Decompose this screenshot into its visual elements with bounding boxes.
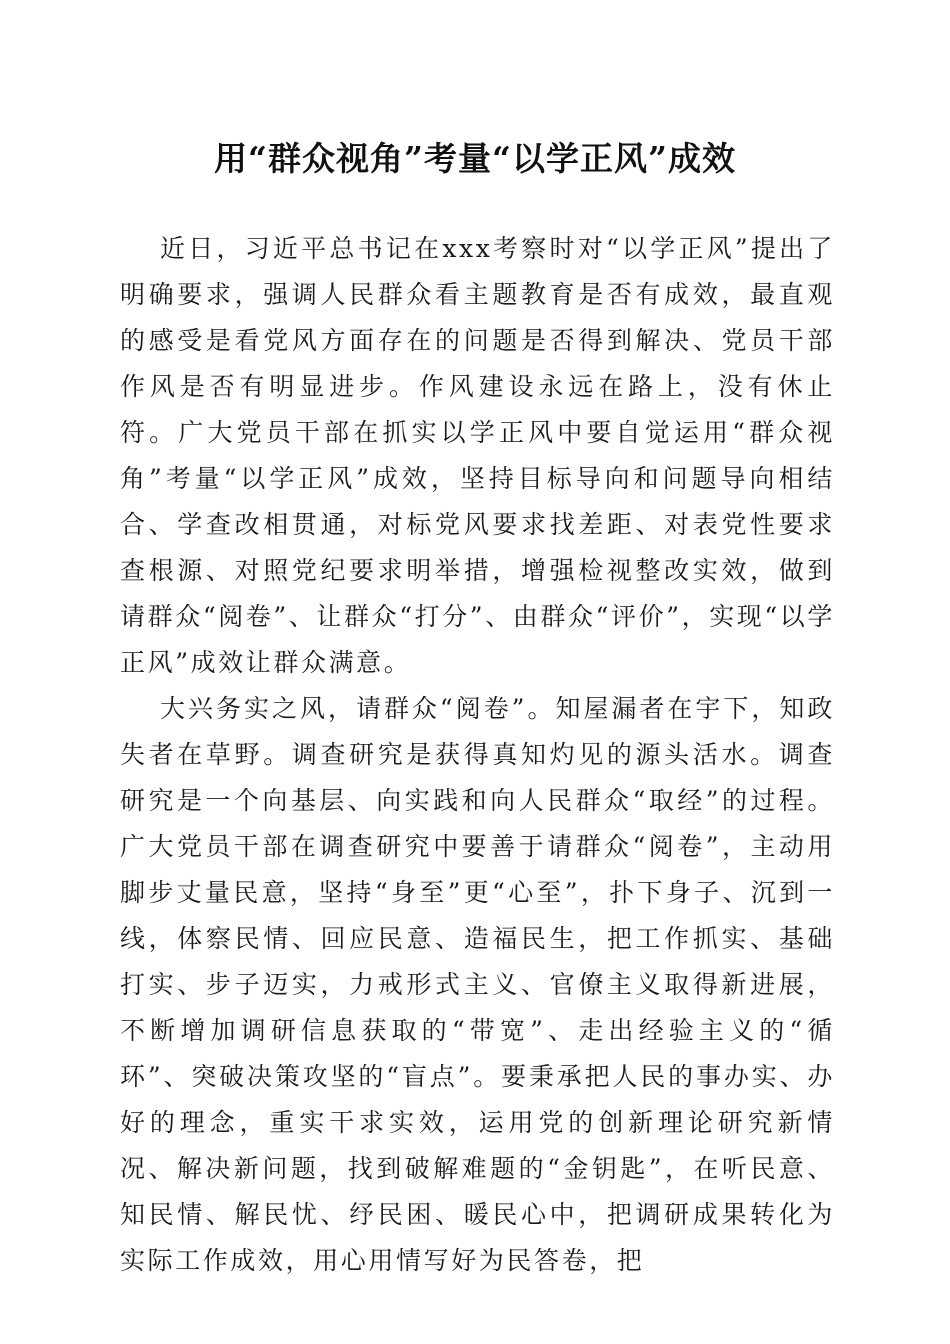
document-body (120, 226, 835, 1284)
document-title: 用“群众视角”考量“以学正风”成效 (214, 139, 736, 178)
paragraph-intro: 近日，习近平总书记在xxx考察时对“以学正风”提出了明确要求，强调人民群众看主题教育是否有成效，最直观的感受是看党风方面存在的问题是否得到解决、党员干部作风是否有明显进步。作风建设永远在路上，没有休止符。广大党员干部在抓实以学正风中要自觉运用“群众视角”考量“以学正风”成效，坚持目标导向和问题导向相结合、学查改相贯通，对标党风要求找差距、对表党性要求查根源、对照党纪要求明举措，增强检视整改实效，做到请群众“阅卷”、让群众“打分”、由群众“评价”，实现“以学正风”成效让群众满意。 (120, 234, 835, 677)
paragraph-pragmatic-style: 大兴务实之风，请群众“阅卷”。知屋漏者在宇下，知政失者在草野。调查研究是获得真知灼见的源头活水。调查研究是一个向基层、向实践和向人民群众“取经”的过程。广大党员干部在调查研究中要善于请群众“阅卷”，主动用脚步丈量民意，坚持“身至”更“心至”，扑下身子、沉到一线，体察民情、回应民意、造福民生，把工作抓实、基础打实、步子迈实，力戒形式主义、官僚主义取得新进展，不断增加调研信息获取的“带宽”、走出经验主义的“循环”、突破决策攻坚的“盲点”。要秉承把人民的事办实、办好的理念，重实干求实效，运用党的创新理论研究新情况、解决新问题，找到破解难题的“金钥匙”，在听民意、知民情、解民忧、纾民困、暖民心中，把调研成果转化为实际工作成效，用心用情写好为民答卷，把 (120, 694, 835, 1275)
